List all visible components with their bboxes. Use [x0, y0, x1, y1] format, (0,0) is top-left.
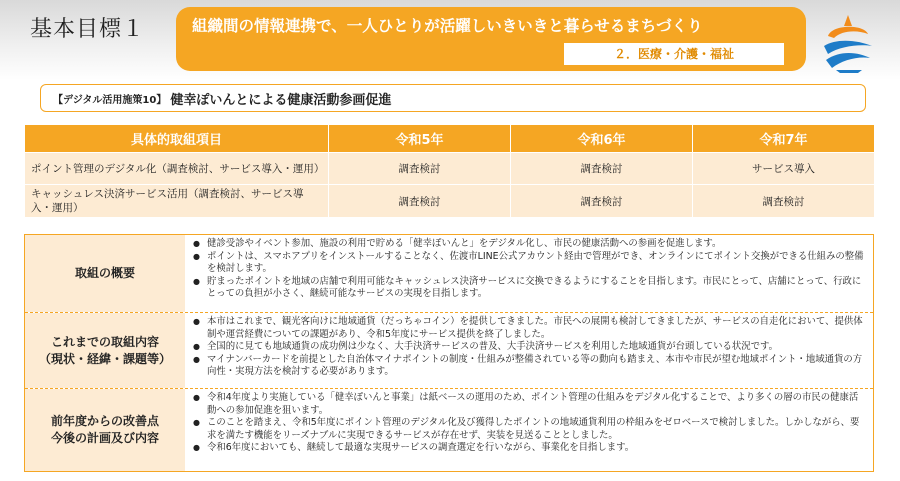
initiative-banner — [40, 84, 866, 112]
plan-row — [25, 389, 873, 471]
initiative-name: 健幸ぽいんとによる健康活動参画促進 — [170, 92, 392, 108]
goal-title-box — [176, 7, 806, 71]
value-cell: 調査検討 — [329, 153, 511, 185]
item-cell: ポイント管理のデジタル化（調査検討、サービス導入・運用） — [25, 153, 329, 185]
header-year-r6: 令和6年 — [511, 125, 693, 153]
table-row — [25, 185, 875, 218]
history-row — [25, 313, 873, 389]
list-item: ● 全国的に見ても地域通貨の成功例は少なく、大手決済サービスの普及、大手決済サービスを利用した地域通貨が台頭している状況です。 — [193, 341, 867, 354]
value-cell: サービス導入 — [693, 153, 875, 185]
table-row — [25, 153, 875, 185]
list-item: ● 本市はこれまで、観光客向けに地域通貨（だっちゃコイン）を提供してきました。市民への展開も検討してきましたが、サービスの自走化において、提供体制や運営経費についての課題があり、令和5年度にサービス提供を終了しました。 — [193, 316, 867, 341]
header-year-r7: 令和7年 — [693, 125, 875, 153]
initiative-tag: 【デジタル活用施策10】 — [53, 94, 167, 106]
overview-row — [25, 235, 873, 313]
list-item: ● このことを踏まえ、令和5年度にポイント管理のデジタル化及び獲得したポイントの地域通貨利用の枠組みをゼロベースで検討しました。しかしながら、要求を満たす機能をリーズナブルに実現できるサービスが存在せず、実装を見送ることとしました。 — [193, 417, 867, 442]
item-cell: キャッシュレス決済サービス活用（調査検討、サービス導入・運用） — [25, 185, 329, 218]
history-label: これまでの取組内容 （現状・経緯・課題等） — [25, 313, 185, 388]
city-logo-icon — [818, 12, 878, 74]
list-item: ● 健診受診やイベント参加、施設の利用で貯める「健幸ぽいんと」をデジタル化し、市民の健康活動への参画を促進します。 — [193, 238, 867, 251]
schedule-table — [24, 124, 875, 218]
value-cell: 調査検討 — [511, 153, 693, 185]
header-item: 具体的取組項目 — [25, 125, 329, 153]
list-item: ● 令和4年度より実施している「健幸ぽいんと事業」は紙ベースの運用のため、ポイント管理の仕組みをデジタル化することで、より多くの層の市民の健康活動への参加促進を狙います。 — [193, 392, 867, 417]
goal-label: 基本目標１ — [30, 17, 146, 42]
list-item: ● ポイントは、スマホアプリをインストールすることなく、佐渡市LINE公式アカウント経由で管理ができ、オンラインにてポイント交換ができる仕組みの整備を検討します。 — [193, 251, 867, 276]
category-subtitle: ２．医療・介護・福祉 — [564, 43, 784, 65]
value-cell: 調査検討 — [693, 185, 875, 218]
value-cell: 調査検討 — [511, 185, 693, 218]
detail-panel — [24, 234, 874, 472]
overview-label: 取組の概要 — [25, 235, 185, 312]
header-year-r5: 令和5年 — [329, 125, 511, 153]
list-item: ● 令和6年度においても、継続して最適な実現サービスの調査選定を行いながら、事業化を目指します。 — [193, 442, 867, 455]
value-cell: 調査検討 — [329, 185, 511, 218]
schedule-header-row — [25, 125, 875, 153]
plan-label: 前年度からの改善点 今後の計画及び内容 — [25, 389, 185, 471]
goal-title: 組織間の情報連携で、一人ひとりが活躍しいきいきと暮らせるまちづくり — [192, 17, 703, 35]
list-item: ● 貯まったポイントを地域の店舗で利用可能なキャッシュレス決済サービスに交換できるようにすることを目指します。市民にとって、店舗にとって、行政にとっての負担が小さく、継続可能なサービスの実現を目指します。 — [193, 276, 867, 301]
list-item: ● マイナンバーカードを前提とした自治体マイナポイントの制度・仕組みが整備されている等の動向も踏まえ、本市や市民が望む地域ポイント・地域通貨の方向性・実現方法を検討する必要があります。 — [193, 354, 867, 379]
